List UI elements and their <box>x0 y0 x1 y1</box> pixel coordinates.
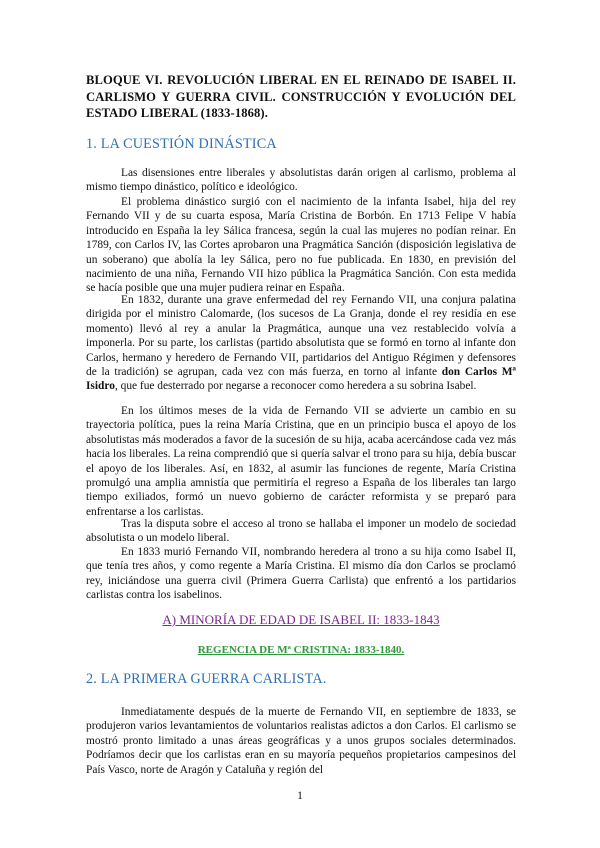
paragraph <box>86 293 516 394</box>
paragraph-text: En 1832, durante una grave enfermedad del rey Fernando VII, una conjura palatina dirigida por el ministro Calomarde, (los sucesos de La Granja, donde el rey residía en ese momento) llevó al rey a anular la Pragmática, aunque una vez restablecido volvía a imponerla. Por su parte, los carlistas (partido absolutista que se formó en torno al infante don Carlos, hermano y heredero de Fernando VII, partidarios del Antiguo Régimen y defensores de la tradición) se agrupan, cada vez con más fuerza, en torno al infante <box>86 294 516 379</box>
paragraph: Las disensiones entre liberales y absolutistas darán origen al carlismo, problema al mismo tiempo dinástico, político e ideológico. <box>86 167 516 194</box>
paragraph: Tras la disputa sobre el acceso al trono se hallaba el imponer un modelo de sociedad absolutista o un modelo liberal. <box>86 518 516 545</box>
paragraph: En 1833 murió Fernando VII, nombrando heredera al trono a su hija como Isabel II, que tenía tres años, y como regente a María Cristina. El mismo día don Carlos se proclamó rey, iniciándose una guerra civil (Primera Guerra Carlista) que enfrentó a los partidarios carlistas contra los isabelinos. <box>86 546 516 602</box>
section-heading-dynastic-question: 1. LA CUESTIÓN DINÁSTICA <box>86 136 277 152</box>
page-number: 1 <box>297 790 303 802</box>
document-title: BLOQUE VI. REVOLUCIÓN LIBERAL EN EL REINADO DE ISABEL II. CARLISMO Y GUERRA CIVIL. CONSTRUCCIÓN Y EVOLUCIÓN DEL ESTADO LIBERAL (1833-1868). <box>86 73 516 120</box>
paragraph: El problema dinástico surgió con el nacimiento de la infanta Isabel, hija del rey Fernando VII y de su cuarta esposa, María Cristina de Borbón. En 1713 Felipe V había introducido en España la ley Sálica francesa, según la cual las mujeres no podían reinar. En 1789, con Carlos IV, las Cortes aprobaron una Pragmática Sanción (disposición legislativa de un soberano) que abolía la ley Sálica, pero no fue publicada. En 1830, en previsión del nacimiento de una niña, Fernando VII hizo pública la Pragmática Sanción. Con esta medida se hacía posible que una mujer pudiera reinar en España. <box>86 196 516 295</box>
bold-name: don Carlos Mª Isidro <box>86 366 516 393</box>
paragraph: Inmediatamente después de la muerte de Fernando VII, en septiembre de 1833, se produjeron varios levantamientos de voluntarios realistas adictos a don Carlos. El carlismo se mostró pronto limitado a unas áreas geográficas y a unos grupos sociales determinados. Podríamos decir que los carlistas eran en su mayoría pequeños propietarios campesinos del País Vasco, norte de Aragón y Cataluña y región del <box>86 706 516 776</box>
subtitle-link-regency[interactable]: REGENCIA DE Mª CRISTINA: 1833-1840. <box>197 644 405 656</box>
section-heading-first-carlist-war: 2. LA PRIMERA GUERRA CARLISTA. <box>86 671 327 687</box>
paragraph-text: , que fue desterrado por negarse a reconocer como heredera a su sobrina Isabel. <box>114 380 477 393</box>
paragraph: En los últimos meses de la vida de Fernando VII se advierte un cambio en su trayectoria política, pues la reina María Cristina, que en un principio busca el apoyo de los absolutistas más moderados a favor de la sucesión de su hija, acaba acercándose cada vez más hacia los liberales. La reina comprendió que si quería salvar el trono para su hija, debía buscar el apoyo de los liberales. Así, en 1832, al asumir las funciones de regente, María Cristina promulgó una amplia amnistía que permitiría el regreso a España de los liberales tan largo tiempo exiliados, formó un nuevo gobierno de carácter reformista y se preparó para enfrentarse a los carlistas. <box>86 405 516 518</box>
subtitle-link-minority[interactable]: A) MINORÍA DE EDAD DE ISABEL II: 1833-1843 <box>162 612 440 627</box>
